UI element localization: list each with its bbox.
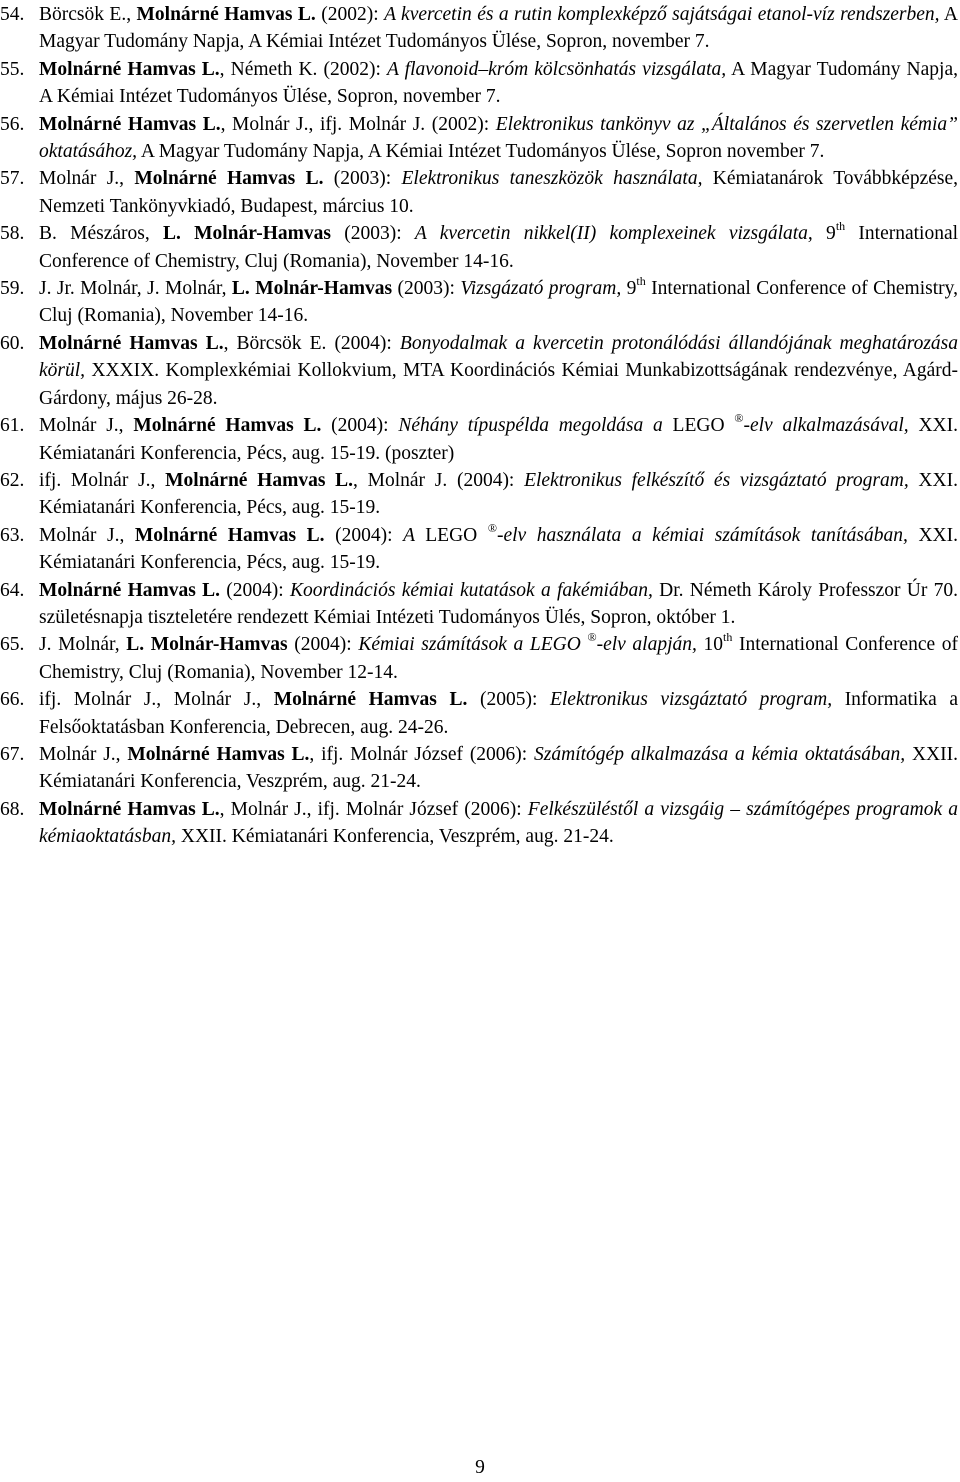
- reference-text: (2003):: [392, 278, 461, 300]
- reference-number: 58.: [0, 223, 25, 245]
- reference-list: [0, 1, 958, 851]
- reference-text: XXI. Kémiatanári Konferencia, Pécs, aug. 15-19.: [39, 469, 958, 519]
- author-name: Molnárné Hamvas L.: [273, 689, 468, 711]
- reference-text: XXXIX. Komplexkémiai Kollokvium, MTA Koordinációs Kémiai Munkabizottságának rendezvénye, Agárd-Gárdony, május 26-28.: [39, 360, 958, 409]
- reference-number: 67.: [0, 743, 25, 765]
- author-name: L. Molnár-Hamvas: [126, 634, 288, 656]
- reference-text: International Conference of Chemistry, Cluj (Romania), November 12-14.: [39, 634, 959, 683]
- reference-title: Elektronikus tankönyv az „Általános és szervetlen kémia” oktatásához,: [39, 113, 958, 163]
- reference-title: -elv alkalmazásával,: [743, 415, 909, 437]
- reference-text: (2005):: [467, 689, 550, 711]
- author-name: Molnárné Hamvas L.: [39, 58, 220, 80]
- author-name: Molnárné Hamvas L.: [39, 579, 221, 601]
- reference-text: 9: [812, 223, 836, 245]
- reference-item: [0, 577, 958, 632]
- reference-text: (2004):: [324, 524, 404, 546]
- reference-item: [0, 741, 958, 796]
- reference-title: Elektronikus felkészítő és vizsgáztató program,: [524, 469, 909, 491]
- reference-text: XXII. Kémiatanári Konferencia, Veszprém, aug. 21-24.: [39, 743, 958, 793]
- reference-number: 62.: [0, 469, 25, 491]
- reference-text: XXI. Kémiatanári Konferencia, Pécs, aug. 15-19. (poszter): [39, 415, 958, 464]
- reference-text: XXI. Kémiatanári Konferencia, Pécs, aug. 15-19.: [39, 524, 958, 574]
- author-name: L. Molnár-Hamvas: [163, 223, 331, 245]
- reference-text: A Magyar Tudomány Napja, A Kémiai Intézet Tudományos Ülése, Sopron, november 7.: [39, 4, 958, 53]
- author-name: Molnárné Hamvas L.: [165, 469, 354, 491]
- reference-text: (2004):: [321, 415, 399, 437]
- reference-text: (2003):: [330, 223, 415, 245]
- reference-number: 57.: [0, 168, 25, 190]
- reference-title: Felkészüléstől a vizsgáig – számítógépes programok a kémiaoktatásban,: [39, 798, 958, 848]
- reference-item: [0, 111, 958, 166]
- author-name: L. Molnár-Hamvas: [231, 278, 393, 300]
- reference-text: , Molnár J. (2004):: [353, 469, 525, 491]
- reference-item: [0, 522, 958, 577]
- reference-text: (2004):: [220, 579, 290, 601]
- reference-number: 54.: [0, 4, 25, 25]
- author-name: Molnárné Hamvas L.: [127, 743, 310, 765]
- reference-title: Elektronikus vizsgáztató program,: [549, 689, 833, 711]
- reference-title: Kémiai számítások a LEGO: [358, 634, 588, 656]
- reference-text: (2003):: [323, 168, 402, 190]
- reference-number: 68.: [0, 798, 25, 820]
- reference-title: Bonyodalmak a kvercetin protonálódási állandójának meghatározása körül,: [39, 332, 959, 382]
- reference-title: Elektronikus taneszközök használata,: [401, 168, 703, 190]
- reference-text: , ifj. Molnár József (2006):: [309, 743, 535, 765]
- author-name: Molnárné Hamvas L.: [136, 4, 316, 25]
- reference-item: [0, 165, 958, 220]
- superscript: th: [723, 630, 733, 645]
- reference-text: LEGO: [672, 415, 735, 437]
- reference-title: A flavonoid–króm kölcsönhatás vizsgálata,: [387, 58, 727, 80]
- reference-text: Molnár J.,: [39, 743, 128, 765]
- reference-text: , Börcsök E. (2004):: [223, 332, 400, 354]
- reference-title: Néhány típuspélda megoldása a: [398, 415, 673, 437]
- reference-item: [0, 796, 958, 851]
- reference-number: 63.: [0, 524, 25, 546]
- reference-title: Koordinációs kémiai kutatások a fakémiában,: [289, 579, 653, 601]
- reference-title: -elv alapján,: [596, 634, 697, 656]
- reference-number: 56.: [0, 113, 25, 135]
- reference-text: , Molnár J., ifj. Molnár József (2006):: [219, 798, 528, 820]
- reference-text: Informatika a Felsőoktatásban Konferencia, Debrecen, aug. 24-26.: [39, 689, 958, 738]
- reference-title: Vizsgázató program,: [460, 278, 622, 300]
- reference-number: 66.: [0, 689, 25, 711]
- reference-item: [0, 56, 958, 111]
- reference-number: 65.: [0, 634, 25, 656]
- reference-number: 61.: [0, 415, 25, 437]
- superscript: ®: [587, 630, 597, 645]
- reference-item: [0, 330, 958, 412]
- author-name: Molnárné Hamvas L.: [39, 332, 224, 354]
- reference-number: 59.: [0, 278, 25, 300]
- reference-text: 10: [696, 634, 724, 656]
- superscript: ®: [487, 520, 497, 535]
- reference-text: ifj. Molnár J.,: [39, 469, 166, 491]
- reference-title: A: [403, 524, 426, 546]
- author-name: Molnárné Hamvas L.: [39, 798, 220, 820]
- author-name: Molnárné Hamvas L.: [134, 524, 325, 546]
- reference-number: 55.: [0, 58, 25, 80]
- reference-item: [0, 220, 958, 275]
- reference-title: A kvercetin és a rutin komplexképző sajátságai etanol-víz rendszerben,: [384, 4, 940, 25]
- reference-text: J. Molnár,: [39, 634, 127, 656]
- superscript: ®: [734, 411, 744, 426]
- reference-text: ifj. Molnár J., Molnár J.,: [39, 689, 274, 711]
- reference-text: 9: [621, 278, 637, 300]
- reference-text: International Conference of Chemistry, Cluj (Romania), November 14-16.: [39, 278, 958, 327]
- reference-title: -elv használata a kémiai számítások tanításában,: [496, 524, 908, 546]
- superscript: th: [636, 274, 646, 289]
- reference-text: A Magyar Tudomány Napja, A Kémiai Intézet Tudományos Ülése, Sopron, november 7.: [39, 58, 958, 108]
- reference-text: XXII. Kémiatanári Konferencia, Veszprém, aug. 21-24.: [176, 826, 614, 848]
- reference-text: Molnár J.,: [39, 168, 135, 190]
- reference-text: International Conference of Chemistry, Cluj (Romania), November 14-16.: [39, 223, 959, 272]
- reference-text: Molnár J.,: [39, 415, 134, 437]
- reference-item: [0, 467, 958, 522]
- reference-text: , Németh K. (2002):: [219, 58, 388, 80]
- reference-item: [0, 1, 958, 56]
- reference-text: J. Jr. Molnár, J. Molnár,: [39, 278, 232, 300]
- reference-text: Kémiatanárok Továbbképzése, Nemzeti Tankönyvkiadó, Budapest, március 10.: [39, 168, 958, 217]
- author-name: Molnárné Hamvas L.: [39, 113, 221, 135]
- reference-text: (2004):: [287, 634, 359, 656]
- reference-item: [0, 631, 958, 686]
- reference-text: A Magyar Tudomány Napja, A Kémiai Intézet Tudományos Ülése, Sopron november 7.: [137, 141, 825, 163]
- reference-text: Dr. Németh Károly Professzor Úr 70. születésnapja tiszteletére rendezett Kémiai Intézeti Tudományos Ülés, Sopron, október 1.: [39, 579, 959, 628]
- author-name: Molnárné Hamvas L.: [134, 168, 324, 190]
- reference-text: B. Mészáros,: [39, 223, 163, 245]
- reference-title: A kvercetin nikkel(II) komplexeinek vizsgálata,: [414, 223, 813, 245]
- reference-number: 64.: [0, 579, 25, 601]
- author-name: Molnárné Hamvas L.: [133, 415, 322, 437]
- reference-number: 60.: [0, 332, 25, 354]
- reference-text: , Molnár J., ifj. Molnár J. (2002):: [220, 113, 496, 135]
- reference-text: Molnár J.,: [39, 524, 135, 546]
- reference-title: Számítógép alkalmazása a kémia oktatásában,: [534, 743, 906, 765]
- reference-text: Börcsök E.,: [39, 4, 137, 25]
- reference-item: [0, 412, 958, 467]
- reference-text: (2002):: [315, 4, 385, 25]
- page-number: 9: [475, 1457, 485, 1478]
- reference-item: [0, 275, 958, 330]
- reference-item: [0, 686, 958, 741]
- superscript: th: [835, 219, 846, 234]
- reference-text: LEGO: [425, 524, 488, 546]
